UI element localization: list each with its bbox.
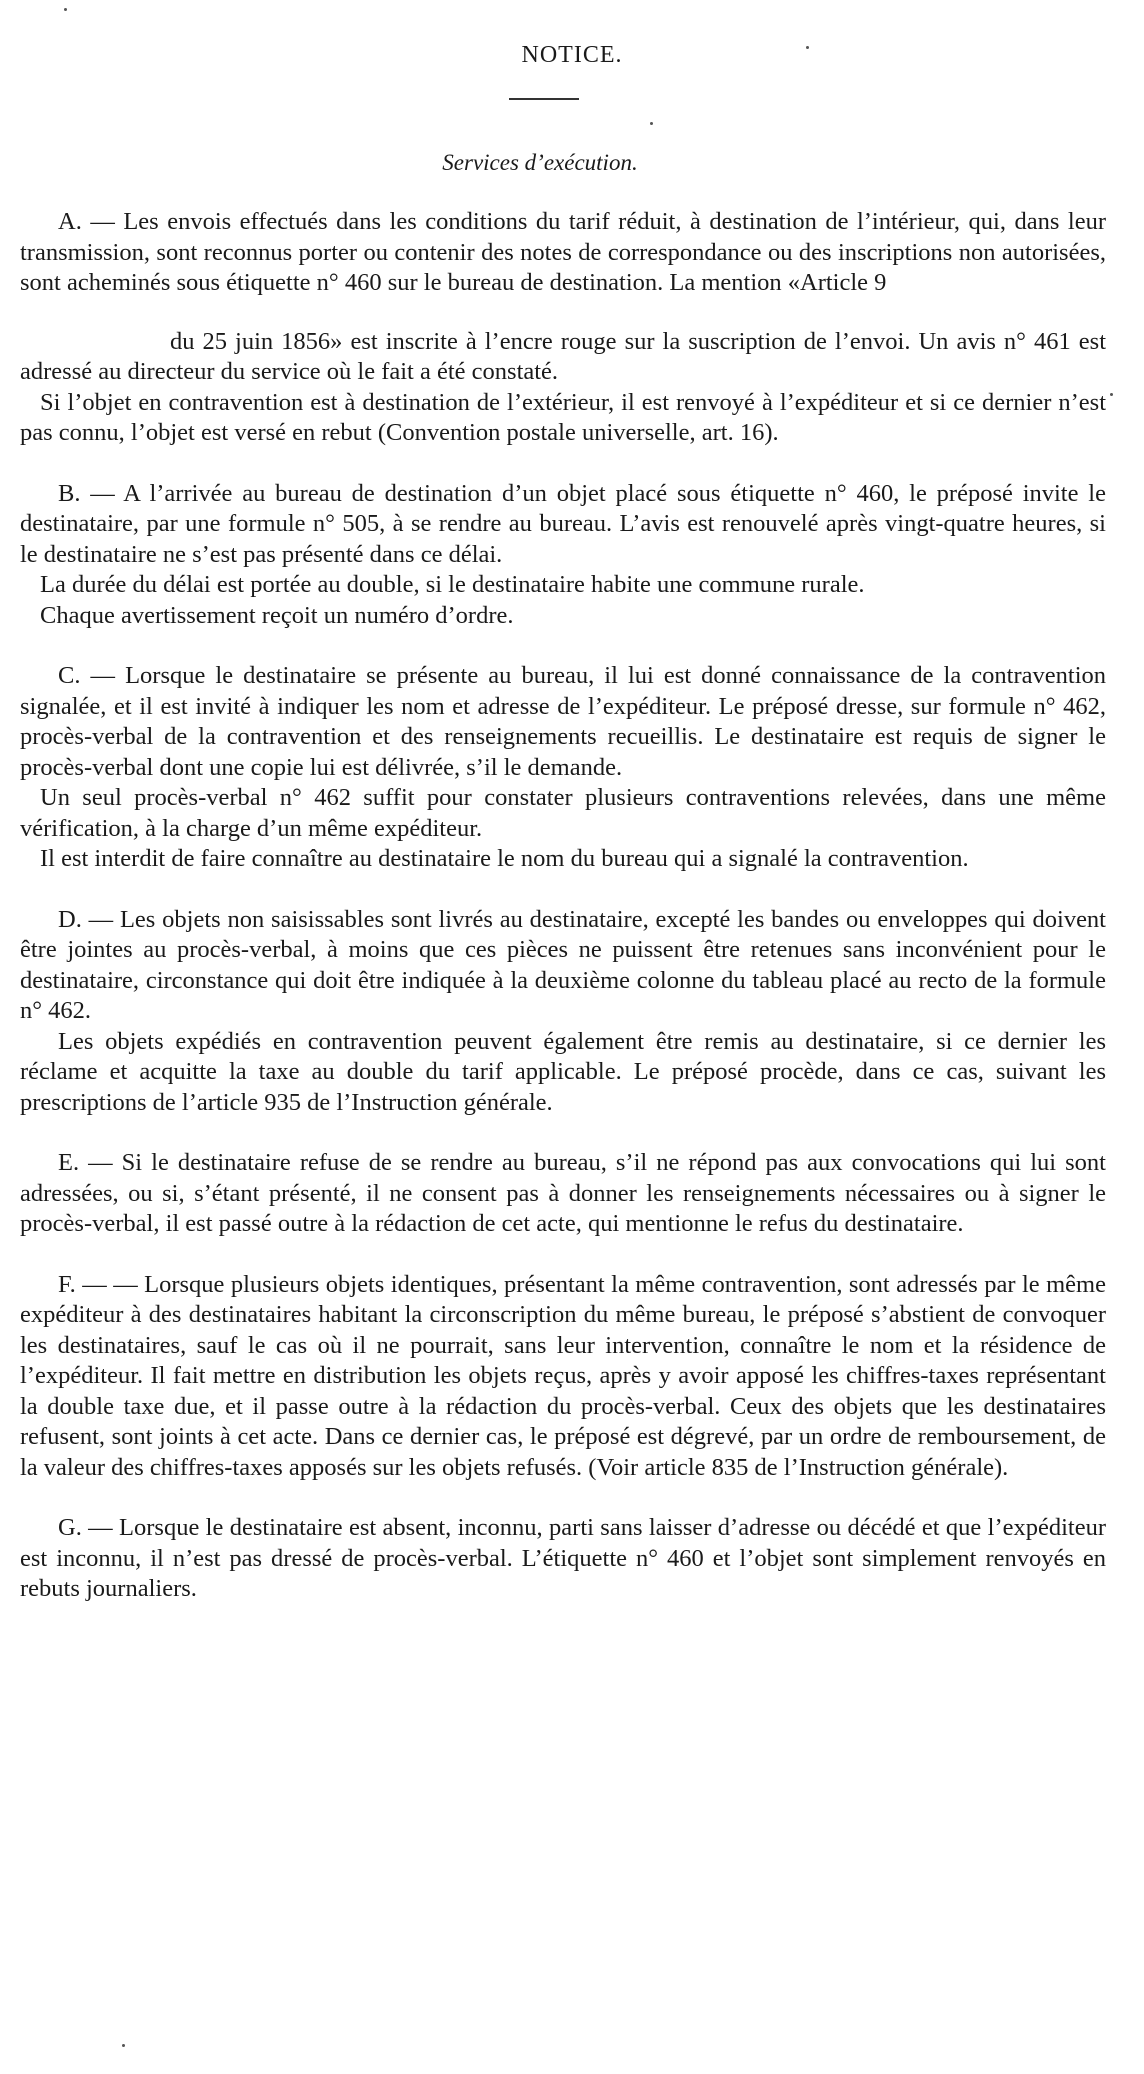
section-g-paragraph-1: G. — Lorsque le destinataire est absent, inconnu, parti sans laisser d’adresse ou décédé et que l’expéditeur est inconnu, il n’est pas dressé de procès-verbal. L’étiquette n° 460 et l’objet sont simplement renvoyés en rebuts journaliers. bbox=[20, 1514, 1106, 1602]
page-subtitle: Services d’exécution. bbox=[442, 150, 638, 175]
section-b-paragraph-3: Chaque avertissement reçoit un numéro d’ordre. bbox=[40, 601, 514, 629]
section-b-paragraph-2: La durée du délai est portée au double, si le destinataire habite une commune rurale. bbox=[40, 571, 865, 598]
section-c-paragraph-3: Il est interdit de faire connaître au destinataire le nom du bureau qui a signalé la contravention. bbox=[40, 845, 969, 872]
page-title: NOTICE. bbox=[521, 42, 623, 68]
scan-speck bbox=[122, 2044, 125, 2047]
scan-speck bbox=[806, 46, 809, 49]
notice-body bbox=[20, 207, 1106, 1635]
section-g bbox=[20, 1513, 1106, 1605]
title-divider bbox=[509, 98, 579, 100]
scan-speck bbox=[64, 8, 67, 11]
section-d-paragraph-1: D. — Les objets non saisissables sont livrés au destinataire, excepté les bandes ou enveloppes qui doivent être jointes au procès-verbal, à moins que ces pièces ne puissent être retenues sans inconvénient pour le destinataire, circonstance qui doit être indiquée à la deuxième colonne du tableau placé au recto de la formule n° 462. bbox=[20, 905, 1106, 1024]
section-f-paragraph-1: F. — — Lorsque plusieurs objets identiques, présentant la même contravention, sont adressés par le même expéditeur à des destinataires habitant la circonscription du même bureau, le préposé s’abstient de convoquer les destinataires, sauf le cas où il ne pourrait, sans leur intervention, connaître le nom et la résidence de l’expéditeur. Il fait mettre en distribution les objets reçus, après y avoir apposé les chiffres-taxes représentant la double taxe due, et il passe outre à la rédaction du procès-verbal. Ceux des objets que les destinataires refusent, sont joints à cet acte. Dans ce dernier cas, le préposé est dégrevé, par un ordre de remboursement, de la valeur des chiffres-taxes apposés sur les objets refusés. (Voir article 835 de l’Instruction générale). bbox=[20, 1270, 1106, 1481]
scan-speck bbox=[650, 122, 653, 125]
section-a-paragraph-2: Si l’objet en contravention est à destination de l’extérieur, il est renvoyé à l’expéditeur et si ce dernier n’est pas connu, l’objet est versé en rebut (Convention postale universelle, art. 16). bbox=[20, 388, 1106, 446]
section-c bbox=[20, 661, 1106, 875]
section-e-paragraph-1: E. — Si le destinataire refuse de se rendre au bureau, s’il ne répond pas aux convocations qui lui sont adressées, ou si, s’étant présenté, il ne consent pas à donner les renseignements nécessaires ou à signer le procès-verbal, il est passé outre à la rédaction de cet acte, qui mentionne le refus du destinataire. bbox=[20, 1149, 1106, 1237]
section-d-paragraph-2: Les objets expédiés en contravention peuvent également être remis au destinataire, si ce dernier les réclame et acquitte la taxe au double du tarif applicable. Le préposé procède, dans ce cas, suivant les prescriptions de l’article 935 de l’Instruction générale. bbox=[20, 1027, 1106, 1116]
scan-speck bbox=[1110, 393, 1113, 396]
section-c-paragraph-2: Un seul procès-verbal n° 462 suffit pour constater plusieurs contraventions relevées, dans une même vérification, à la charge d’un même expéditeur. bbox=[20, 784, 1106, 842]
section-e bbox=[20, 1148, 1106, 1240]
section-d bbox=[20, 905, 1106, 1119]
section-c-paragraph-1: C. — Lorsque le destinataire se présente au bureau, il lui est donné connaissance de la contravention signalée, et il est invité à indiquer les nom et adresse de l’expéditeur. Le préposé dresse, sur formule n° 462, procès-verbal de la contravention et des renseignements recueillis. Le destinataire est requis de signer le procès-verbal dont une copie lui est délivrée, s’il le demande. bbox=[20, 662, 1106, 781]
section-a-paragraph-1-continued: du 25 juin 1856» est inscrite à l’encre rouge sur la suscription de l’envoi. Un avis n° 461 est adressé au directeur du service où le fait a été constaté. bbox=[20, 327, 1106, 385]
section-a-paragraph-1: A. — Les envois effectués dans les conditions du tarif réduit, à destination de l’intérieur, qui, dans leur transmission, sont reconnus porter ou contenir des notes de correspondance ou des inscriptions non autorisées, sont acheminés sous étiquette n° 460 sur le bureau de destination. La mention «Article 9 bbox=[20, 208, 1106, 296]
section-a bbox=[20, 207, 1106, 449]
section-b-paragraph-1: B. — A l’arrivée au bureau de destination d’un objet placé sous étiquette n° 460, le préposé invite le destinataire, par une formule n° 505, à se rendre au bureau. L’avis est renouvelé après vingt-quatre heures, si le destinataire ne s’est pas présenté dans ce délai. bbox=[20, 479, 1106, 568]
section-b bbox=[20, 479, 1106, 632]
section-f bbox=[20, 1270, 1106, 1484]
blank-line bbox=[20, 299, 1106, 327]
